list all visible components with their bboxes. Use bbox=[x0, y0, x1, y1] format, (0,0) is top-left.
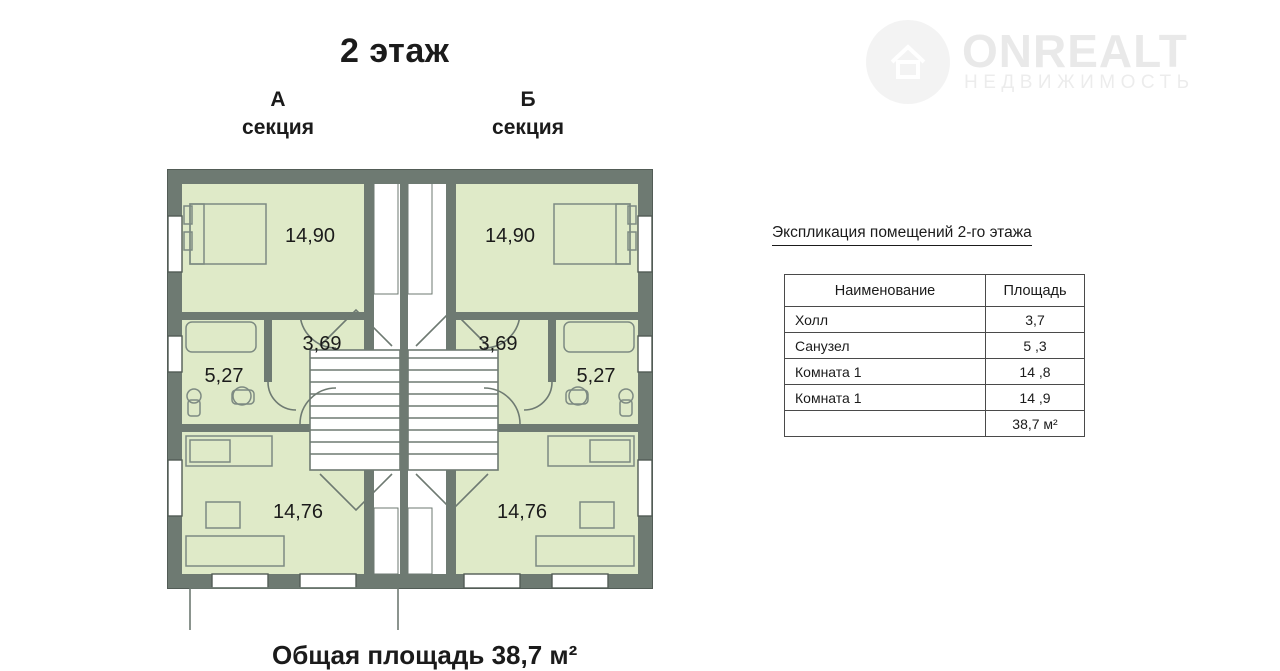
label-bedroom-a-bottom: 14,76 bbox=[272, 501, 324, 523]
page-title: 2 этаж bbox=[340, 32, 450, 70]
label-bedroom-b-bottom: 14,76 bbox=[496, 501, 548, 523]
row-area: 14 ,9 bbox=[986, 385, 1085, 411]
header-name: Наименование bbox=[785, 275, 986, 307]
label-bedroom-a-top: 14,90 bbox=[284, 225, 336, 247]
house-icon bbox=[888, 42, 928, 82]
watermark-brand: ONREALT bbox=[962, 25, 1188, 77]
explication-title: Экспликация помещений 2-го этажа bbox=[772, 224, 1032, 246]
row-area: 14 ,8 bbox=[986, 359, 1085, 385]
row-area: 3,7 bbox=[986, 307, 1085, 333]
section-b-label bbox=[448, 86, 608, 143]
row-name: Комната 1 bbox=[785, 359, 986, 385]
watermark-circle bbox=[866, 20, 950, 104]
row-name: Комната 1 bbox=[785, 385, 986, 411]
section-b-word: секция bbox=[492, 116, 564, 140]
total-name bbox=[785, 411, 986, 437]
overall-area-label: Общая площадь 38,7 м² bbox=[272, 640, 578, 670]
header-area: Площадь bbox=[986, 275, 1085, 307]
watermark-tagline: НЕДВИЖИМОСТЬ bbox=[964, 72, 1195, 93]
section-a-word: секция bbox=[242, 116, 314, 140]
label-bedroom-b-top: 14,90 bbox=[484, 225, 536, 247]
label-bathroom-a: 5,27 bbox=[204, 365, 244, 387]
row-area: 5 ,3 bbox=[986, 333, 1085, 359]
table-row bbox=[785, 333, 1085, 359]
table-row bbox=[785, 359, 1085, 385]
label-hall-a: 3,69 bbox=[302, 333, 342, 355]
table-row bbox=[785, 385, 1085, 411]
porch-outline bbox=[190, 588, 398, 630]
table-total-row bbox=[785, 411, 1085, 437]
section-a-label bbox=[198, 86, 358, 143]
floor-plan-drawing bbox=[150, 160, 670, 630]
section-a-letter: А bbox=[270, 88, 286, 111]
explication-table bbox=[784, 274, 1085, 437]
label-bathroom-b: 5,27 bbox=[576, 365, 616, 387]
total-area: 38,7 м² bbox=[986, 411, 1085, 437]
table-row bbox=[785, 307, 1085, 333]
table-header-row bbox=[785, 275, 1085, 307]
row-name: Санузел bbox=[785, 333, 986, 359]
label-hall-b: 3,69 bbox=[478, 333, 518, 355]
row-name: Холл bbox=[785, 307, 986, 333]
section-b-letter: Б bbox=[520, 88, 536, 111]
watermark bbox=[866, 18, 1256, 106]
